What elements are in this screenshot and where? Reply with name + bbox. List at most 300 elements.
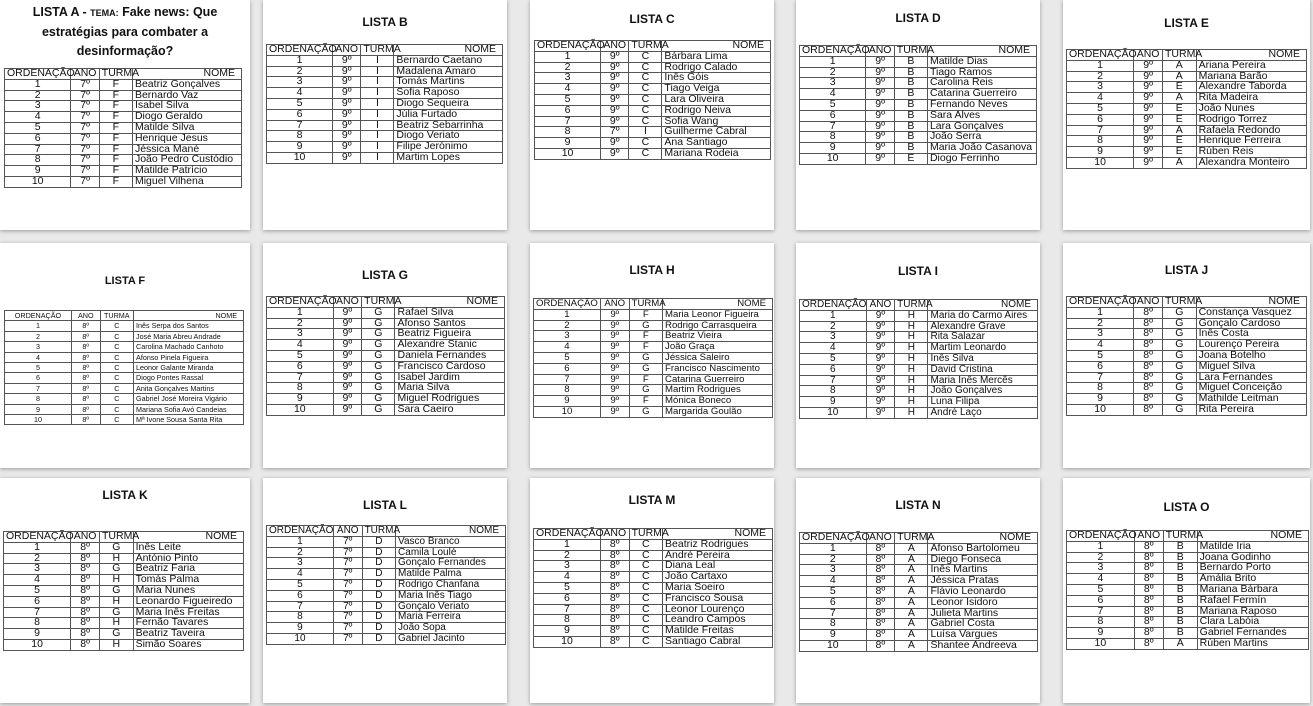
cell-ano: 8º	[1134, 329, 1163, 340]
cell-ordenacao: 8	[800, 386, 867, 397]
cell-turma: G	[362, 404, 395, 415]
cell-ano: 8º	[866, 586, 895, 597]
cell-ordenacao: 6	[1067, 114, 1134, 125]
cell-ordenacao: 10	[800, 407, 867, 418]
cell-turma: B	[894, 78, 927, 89]
header-ordenacao: ORDENAÇÃO	[1067, 50, 1134, 61]
cell-turma: B	[894, 132, 927, 143]
cell-nome: Francisco Nascimento	[663, 363, 773, 374]
cell-ano: 8º	[600, 582, 629, 593]
cell-ano: 8º	[866, 554, 895, 565]
cell-ano: 8º	[71, 342, 100, 352]
header-nome: NOME	[928, 300, 1038, 311]
cell-nome: Mariana Raposo	[1197, 606, 1308, 617]
cell-ano: 8º	[71, 331, 100, 341]
cell-ano: 9º	[333, 383, 362, 394]
cell-nome: Jéssica Mané	[132, 144, 241, 155]
header-nome: NOME	[662, 41, 771, 52]
cell-nome: Diana Leal	[663, 561, 773, 572]
cell-nome: Maria Inês Tiago	[396, 590, 506, 601]
cell-ano: 9º	[333, 318, 362, 329]
cell-ordenacao: 9	[1067, 394, 1134, 405]
cell-turma: D	[362, 590, 395, 601]
cell-ano: 9º	[1134, 82, 1163, 93]
cell-turma: H	[99, 618, 133, 629]
card-title: LISTA E	[1164, 16, 1209, 30]
cell-turma: B	[1163, 541, 1197, 552]
cell-ordenacao: 7	[5, 144, 71, 155]
cell-ordenacao: 2	[800, 321, 867, 332]
cell-ano: 8º	[1134, 563, 1163, 574]
cell-ano: 9º	[1134, 114, 1163, 125]
cell-ordenacao: 8	[1067, 136, 1134, 147]
cell-ordenacao: 6	[534, 593, 601, 604]
cell-ordenacao: 10	[1067, 638, 1135, 649]
header-ordenacao: ORDENAÇÃO	[5, 311, 72, 321]
cell-ordenacao: 2	[1067, 318, 1134, 329]
cell-nome: Amália Brito	[1197, 574, 1308, 585]
cell-ano: 8º	[1134, 541, 1163, 552]
cell-turma: B	[894, 99, 927, 110]
table-row	[267, 547, 506, 558]
table-row	[800, 386, 1038, 397]
header-ano: ANO	[600, 529, 629, 540]
cell-ordenacao: 10	[800, 640, 867, 651]
cell-nome: Beatriz Vieira	[663, 331, 773, 342]
cell-ano: 9º	[600, 331, 629, 342]
cell-ordenacao: 2	[534, 550, 601, 561]
cell-nome: Mª Ivone Sousa Santa Rita	[134, 415, 244, 425]
cell-ordenacao: 4	[267, 88, 333, 99]
cell-ordenacao: 3	[534, 331, 601, 342]
cell-nome: João Graça	[663, 342, 773, 353]
cell-turma: G	[1162, 307, 1196, 318]
card-lista-l	[263, 478, 507, 703]
cell-turma: C	[100, 352, 133, 362]
header-ordenacao: ORDENAÇÃO	[267, 297, 334, 308]
header-ordenacao: ORDENAÇÃO	[535, 41, 601, 52]
cell-ano: 8º	[1134, 383, 1163, 394]
cell-turma: I	[361, 109, 394, 120]
cell-nome: João Gonçalves	[928, 386, 1038, 397]
cell-turma: G	[99, 629, 133, 640]
cell-ordenacao: 2	[1067, 552, 1135, 563]
header-turma: TURMA	[629, 41, 662, 52]
cell-turma: D	[362, 536, 395, 547]
cell-ano: 8º	[71, 542, 100, 553]
cell-nome: Martim Lopes	[394, 152, 503, 163]
cell-nome: Luna Filipa	[928, 397, 1038, 408]
cell-ordenacao: 6	[5, 133, 71, 144]
cell-ordenacao: 1	[267, 55, 333, 66]
cell-ordenacao: 8	[5, 155, 71, 166]
cell-ordenacao: 8	[800, 619, 867, 630]
table-row	[800, 310, 1038, 321]
cell-ano: 7º	[71, 133, 99, 144]
cell-nome: Rita Salazar	[928, 332, 1038, 343]
table-row	[5, 383, 244, 393]
cell-ano: 7º	[333, 579, 362, 590]
table-row	[800, 153, 1037, 164]
cell-ordenacao: 5	[5, 122, 71, 133]
cell-nome: Anita Gonçalves Martins	[134, 383, 244, 393]
cell-ordenacao: 6	[1067, 595, 1135, 606]
cell-ordenacao: 7	[800, 121, 866, 132]
cell-ano: 9º	[1134, 103, 1163, 114]
roster-table	[4, 310, 244, 425]
cell-ano: 7º	[71, 176, 99, 187]
cell-ano: 9º	[333, 361, 362, 372]
card-title: LISTA I	[898, 264, 938, 278]
cell-ordenacao: 4	[534, 572, 601, 583]
card-title: LISTA G	[362, 268, 408, 282]
cell-ordenacao: 10	[5, 176, 71, 187]
cell-ordenacao: 9	[800, 143, 866, 154]
card-title: LISTA C	[629, 12, 675, 26]
cell-nome: Maria Leonor Figueira	[663, 309, 773, 320]
cell-turma: B	[1163, 563, 1197, 574]
header-turma: TURMA	[99, 532, 133, 543]
cell-ano: 9º	[600, 385, 629, 396]
header-ordenacao: ORDENAÇÃO	[534, 529, 601, 540]
cell-nome: Rafael Silva	[395, 307, 505, 318]
cell-nome: Miguel Rodrigues	[395, 394, 505, 405]
cell-turma: C	[100, 383, 133, 393]
cell-ordenacao: 7	[535, 116, 601, 127]
cell-nome: António Pinto	[133, 553, 243, 564]
cell-turma: F	[99, 90, 132, 101]
header-turma: TURMA	[362, 526, 395, 537]
cell-nome: Beatriz Sebarrinha	[394, 120, 503, 131]
cell-turma: F	[629, 396, 662, 407]
table-row	[534, 636, 773, 647]
cell-ordenacao: 5	[534, 352, 601, 363]
roster-table	[1066, 49, 1307, 169]
cell-nome: Rita Pereira	[1196, 404, 1306, 415]
header-nome: NOME	[395, 297, 505, 308]
cell-nome: Miguel Conceição	[1196, 383, 1306, 394]
table-row	[534, 385, 773, 396]
cell-turma: C	[629, 51, 662, 62]
cell-nome: Ariana Pereira	[1196, 60, 1306, 71]
table-row	[1067, 404, 1307, 415]
cell-ordenacao: 3	[267, 329, 334, 340]
cell-turma: C	[629, 116, 662, 127]
cell-turma: B	[1163, 595, 1197, 606]
cell-ano: 9º	[866, 121, 894, 132]
cell-nome: Mariana Sofia Avó Candeias	[134, 404, 244, 414]
cell-ano: 9º	[333, 98, 361, 109]
cell-ano: 8º	[866, 608, 895, 619]
cell-nome: Inês Silva	[928, 353, 1038, 364]
cell-nome: Maria Nunes	[133, 585, 243, 596]
cell-turma: C	[100, 404, 133, 414]
cell-nome: Diogo Geraldo	[132, 112, 241, 123]
cell-ano: 9º	[333, 404, 362, 415]
cell-nome: João Cartaxo	[663, 572, 773, 583]
cell-turma: A	[895, 619, 928, 630]
cell-turma: G	[1162, 404, 1196, 415]
cell-ordenacao: 10	[4, 639, 71, 650]
cell-turma: F	[629, 309, 662, 320]
cell-ordenacao: 8	[534, 385, 601, 396]
cell-turma: D	[362, 558, 395, 569]
header-ordenacao: ORDENAÇÃO	[1067, 531, 1135, 542]
cell-ano: 7º	[71, 79, 99, 90]
cell-nome: Lourenço Pereira	[1196, 340, 1306, 351]
cell-nome: Gabriel Fernandes	[1197, 628, 1308, 639]
cell-turma: B	[894, 143, 927, 154]
cell-ordenacao: 6	[267, 590, 334, 601]
cell-turma: G	[362, 318, 395, 329]
cell-turma: A	[1162, 71, 1196, 82]
cell-ordenacao: 1	[534, 539, 601, 550]
cell-turma: A	[895, 640, 928, 651]
cell-ordenacao: 9	[4, 629, 71, 640]
cell-ordenacao: 5	[267, 98, 333, 109]
card-title: LISTA L	[363, 498, 407, 512]
card-lista-a	[0, 0, 250, 230]
cell-turma: H	[895, 310, 928, 321]
cell-turma: I	[361, 88, 394, 99]
cell-ordenacao: 4	[5, 112, 71, 123]
cell-nome: Francisco Sousa	[663, 593, 773, 604]
table-row	[534, 320, 773, 331]
cell-turma: A	[895, 565, 928, 576]
card-lista-b	[263, 0, 507, 230]
cell-ano: 8º	[600, 572, 629, 583]
cell-turma: F	[99, 79, 132, 90]
cell-nome: Leonor Galante Miranda	[134, 363, 244, 373]
cell-ano: 8º	[1134, 617, 1163, 628]
cell-turma: G	[629, 406, 662, 417]
table-row	[534, 342, 773, 353]
cell-ordenacao: 5	[1067, 350, 1134, 361]
cell-turma: C	[629, 604, 662, 615]
cell-ano: 7º	[333, 623, 362, 634]
card-title: LISTA D	[895, 11, 941, 25]
cell-ordenacao: 10	[800, 153, 866, 164]
cell-nome: Gonçalo Fernandes	[396, 558, 506, 569]
cell-turma: A	[895, 576, 928, 587]
header-turma: TURMA	[361, 45, 394, 56]
header-ordenacao: ORDENAÇÃO	[800, 533, 867, 544]
cell-ordenacao: 8	[5, 394, 72, 404]
cell-ordenacao: 7	[4, 607, 71, 618]
cell-ordenacao: 6	[267, 109, 333, 120]
cell-ordenacao: 9	[534, 626, 601, 637]
card-title: LISTA K	[102, 488, 148, 502]
cell-nome: Diogo Pontes Rassal	[134, 373, 244, 383]
cell-ano: 9º	[333, 372, 362, 383]
cell-turma: C	[629, 561, 662, 572]
cell-ano: 8º	[71, 363, 100, 373]
table-row	[534, 331, 773, 342]
cell-nome: Luísa Vargues	[928, 630, 1038, 641]
cell-ano: 9º	[1134, 125, 1163, 136]
cell-ano: 9º	[333, 77, 361, 88]
cell-nome: Leonor Lourenço	[663, 604, 773, 615]
cell-ordenacao: 9	[535, 138, 601, 149]
cell-nome: Rúben Martins	[1197, 638, 1308, 649]
cell-turma: G	[629, 385, 662, 396]
cell-turma: F	[99, 144, 132, 155]
cell-nome: Leandro Campos	[663, 615, 773, 626]
cell-ano: 9º	[333, 329, 362, 340]
header-nome: NOME	[394, 45, 503, 56]
cell-ordenacao: 5	[534, 582, 601, 593]
cell-ano: 8º	[1134, 628, 1163, 639]
cell-turma: G	[1162, 340, 1196, 351]
cell-ano: 8º	[866, 630, 895, 641]
cell-ano: 9º	[866, 397, 895, 408]
card-title: LISTA B	[362, 15, 408, 29]
table-row	[267, 579, 506, 590]
cell-turma: G	[99, 607, 133, 618]
card-lista-m	[530, 478, 774, 703]
cell-ordenacao: 1	[1067, 60, 1134, 71]
cell-nome: Beatriz Gonçalves	[132, 79, 241, 90]
cell-nome: Maria Silva	[395, 383, 505, 394]
cell-ano: 9º	[600, 396, 629, 407]
card-lista-o	[1063, 478, 1310, 703]
table-row	[267, 601, 506, 612]
cell-ordenacao: 6	[800, 110, 866, 121]
cell-ordenacao: 5	[4, 585, 71, 596]
cell-ordenacao: 10	[267, 633, 334, 644]
cell-ano: 8º	[71, 321, 100, 331]
cell-turma: F	[629, 331, 662, 342]
cell-turma: H	[895, 332, 928, 343]
cell-turma: F	[99, 133, 132, 144]
cell-turma: A	[895, 554, 928, 565]
roster-table	[266, 44, 503, 164]
cell-turma: H	[99, 596, 133, 607]
cell-turma: D	[362, 569, 395, 580]
cell-turma: C	[100, 331, 133, 341]
cell-nome: Leonor Isidoro	[928, 597, 1038, 608]
cell-ordenacao: 10	[267, 152, 333, 163]
cell-ano: 8º	[1134, 340, 1163, 351]
cell-ano: 7º	[333, 558, 362, 569]
cell-turma: G	[629, 320, 662, 331]
cell-ano: 7º	[333, 633, 362, 644]
cell-nome: Rodrigo Chanfana	[396, 579, 506, 590]
header-turma: TURMA	[1162, 50, 1196, 61]
cell-ano: 8º	[71, 596, 100, 607]
cell-ano: 9º	[333, 307, 362, 318]
cell-turma: I	[361, 152, 394, 163]
cell-turma: H	[895, 343, 928, 354]
cell-turma: B	[1163, 606, 1197, 617]
header-turma: TURMA	[894, 46, 927, 57]
card-title: LISTA N	[895, 498, 941, 512]
cell-ano: 8º	[71, 373, 100, 383]
cell-turma: G	[1162, 329, 1196, 340]
cell-ano: 9º	[333, 131, 361, 142]
cell-turma: G	[362, 394, 395, 405]
roster-table	[533, 528, 773, 648]
cell-turma: D	[362, 623, 395, 634]
cell-ano: 8º	[866, 565, 895, 576]
cell-nome: Gabriel Jacinto	[396, 633, 506, 644]
cell-nome: Mathilde Leitman	[1196, 394, 1306, 405]
cell-nome: Tiago Veiga	[662, 84, 771, 95]
header-ordenacao: ORDENAÇÃO	[534, 299, 601, 310]
title-tema: TEMA:	[90, 8, 119, 18]
table-row	[5, 415, 244, 425]
cell-turma: E	[1162, 103, 1196, 114]
cell-ano: 8º	[71, 564, 100, 575]
cell-nome: Mariana Barão	[1196, 71, 1306, 82]
table-row	[1067, 638, 1309, 649]
cell-ordenacao: 10	[535, 148, 601, 159]
cell-ano: 9º	[1134, 60, 1163, 71]
header-ano: ANO	[866, 533, 895, 544]
cell-ano: 9º	[866, 332, 895, 343]
cell-ordenacao: 1	[800, 543, 867, 554]
cell-ordenacao: 4	[1067, 93, 1134, 104]
cell-ano: 9º	[600, 406, 629, 417]
header-nome: NOME	[928, 533, 1038, 544]
cell-turma: E	[1162, 147, 1196, 158]
cell-ordenacao: 6	[4, 596, 71, 607]
cell-ano: 7º	[71, 155, 99, 166]
cell-nome: Maria Inês Mercês	[928, 375, 1038, 386]
header-turma: TURMA	[895, 300, 928, 311]
cell-nome: Daniela Fernandes	[395, 350, 505, 361]
cell-turma: A	[895, 543, 928, 554]
cell-ordenacao: 2	[267, 66, 333, 77]
cell-turma: G	[1162, 361, 1196, 372]
roster-table	[1066, 296, 1307, 416]
table-row	[267, 633, 506, 644]
cell-ordenacao: 10	[1067, 157, 1134, 168]
cell-ano: 9º	[866, 99, 894, 110]
cell-turma: G	[1162, 318, 1196, 329]
table-row	[5, 363, 244, 373]
table-row	[267, 569, 506, 580]
cell-ordenacao: 7	[5, 383, 72, 393]
cell-ano: 8º	[1134, 595, 1163, 606]
cell-ano: 8º	[1134, 318, 1163, 329]
cell-nome: Rita Madeira	[1196, 93, 1306, 104]
cell-ordenacao: 8	[800, 132, 866, 143]
cell-turma: C	[629, 593, 662, 604]
cell-nome: Clara Labóia	[1197, 617, 1308, 628]
cell-turma: C	[629, 62, 662, 73]
cell-ordenacao: 1	[800, 310, 867, 321]
card-lista-k	[0, 478, 250, 703]
header-ordenacao: ORDENAÇÃO	[5, 69, 71, 80]
cell-ano: 8º	[866, 619, 895, 630]
cell-nome: Diogo Sequeira	[394, 98, 503, 109]
cell-turma: F	[99, 122, 132, 133]
cell-turma: D	[362, 633, 395, 644]
cell-ano: 7º	[71, 101, 99, 112]
cell-ano: 8º	[600, 593, 629, 604]
cell-nome: Fernando Neves	[927, 99, 1036, 110]
cell-ordenacao: 5	[800, 586, 867, 597]
cell-nome: Afonso Santos	[395, 318, 505, 329]
cell-nome: Bernardo Porto	[1197, 563, 1308, 574]
table-row	[5, 352, 244, 362]
cell-ano: 8º	[1134, 394, 1163, 405]
cell-nome: Guilherme Cabral	[662, 127, 771, 138]
cell-ordenacao: 1	[1067, 307, 1134, 318]
cell-ordenacao: 2	[1067, 71, 1134, 82]
cell-ano: 9º	[333, 55, 361, 66]
